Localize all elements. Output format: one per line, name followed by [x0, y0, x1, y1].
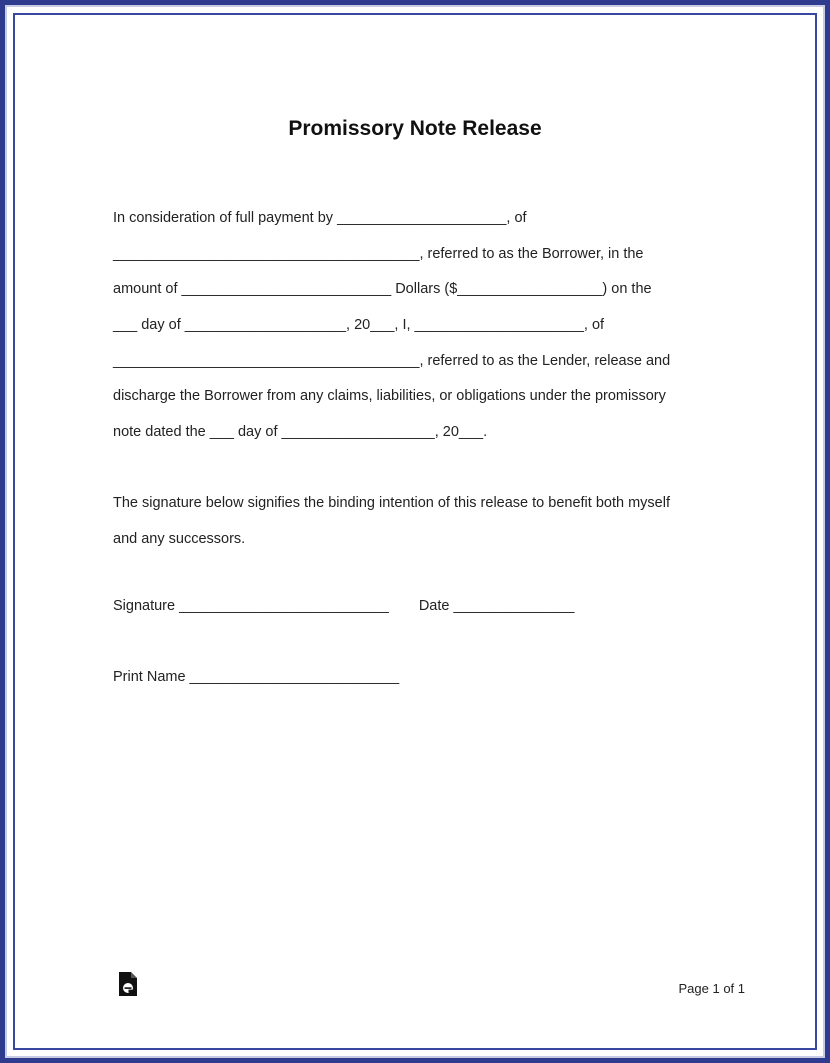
paragraph-line: The signature below signifies the binding intention of this release to benefit both myself [113, 495, 670, 511]
signature-field[interactable]: Signature __________________________ [113, 598, 389, 614]
paragraph-line: In consideration of full payment by _____________________, of [113, 210, 527, 226]
paragraph-line: ______________________________________, referred to as the Borrower, in the [113, 245, 644, 262]
date-field[interactable]: Date _______________ [418, 598, 575, 614]
eforms-logo-icon [118, 971, 138, 997]
signature-intent-paragraph [113, 486, 733, 557]
paragraph-line: amount of __________________________ Dollars ($__________________) on the [113, 281, 652, 298]
consideration-paragraph [113, 201, 733, 451]
paragraph-line: ______________________________________, referred to as the Lender, release and [113, 352, 671, 369]
paragraph-line: note dated the ___ day of ___________________, 20___. [113, 424, 488, 441]
page-number: Page 1 of 1 [678, 981, 745, 996]
document-page [13, 13, 817, 1050]
paragraph-line: discharge the Borrower from any claims, liabilities, or obligations under the promissory [113, 388, 666, 405]
signature-row [113, 598, 574, 614]
paragraph-line: ___ day of ____________________, 20___, I, _____________________, of [113, 317, 605, 334]
frame-inner [5, 5, 825, 1058]
document-title: Promissory Note Release [288, 117, 542, 140]
print-name-field[interactable]: Print Name __________________________ [113, 669, 400, 685]
paragraph-line: and any successors. [113, 530, 246, 547]
